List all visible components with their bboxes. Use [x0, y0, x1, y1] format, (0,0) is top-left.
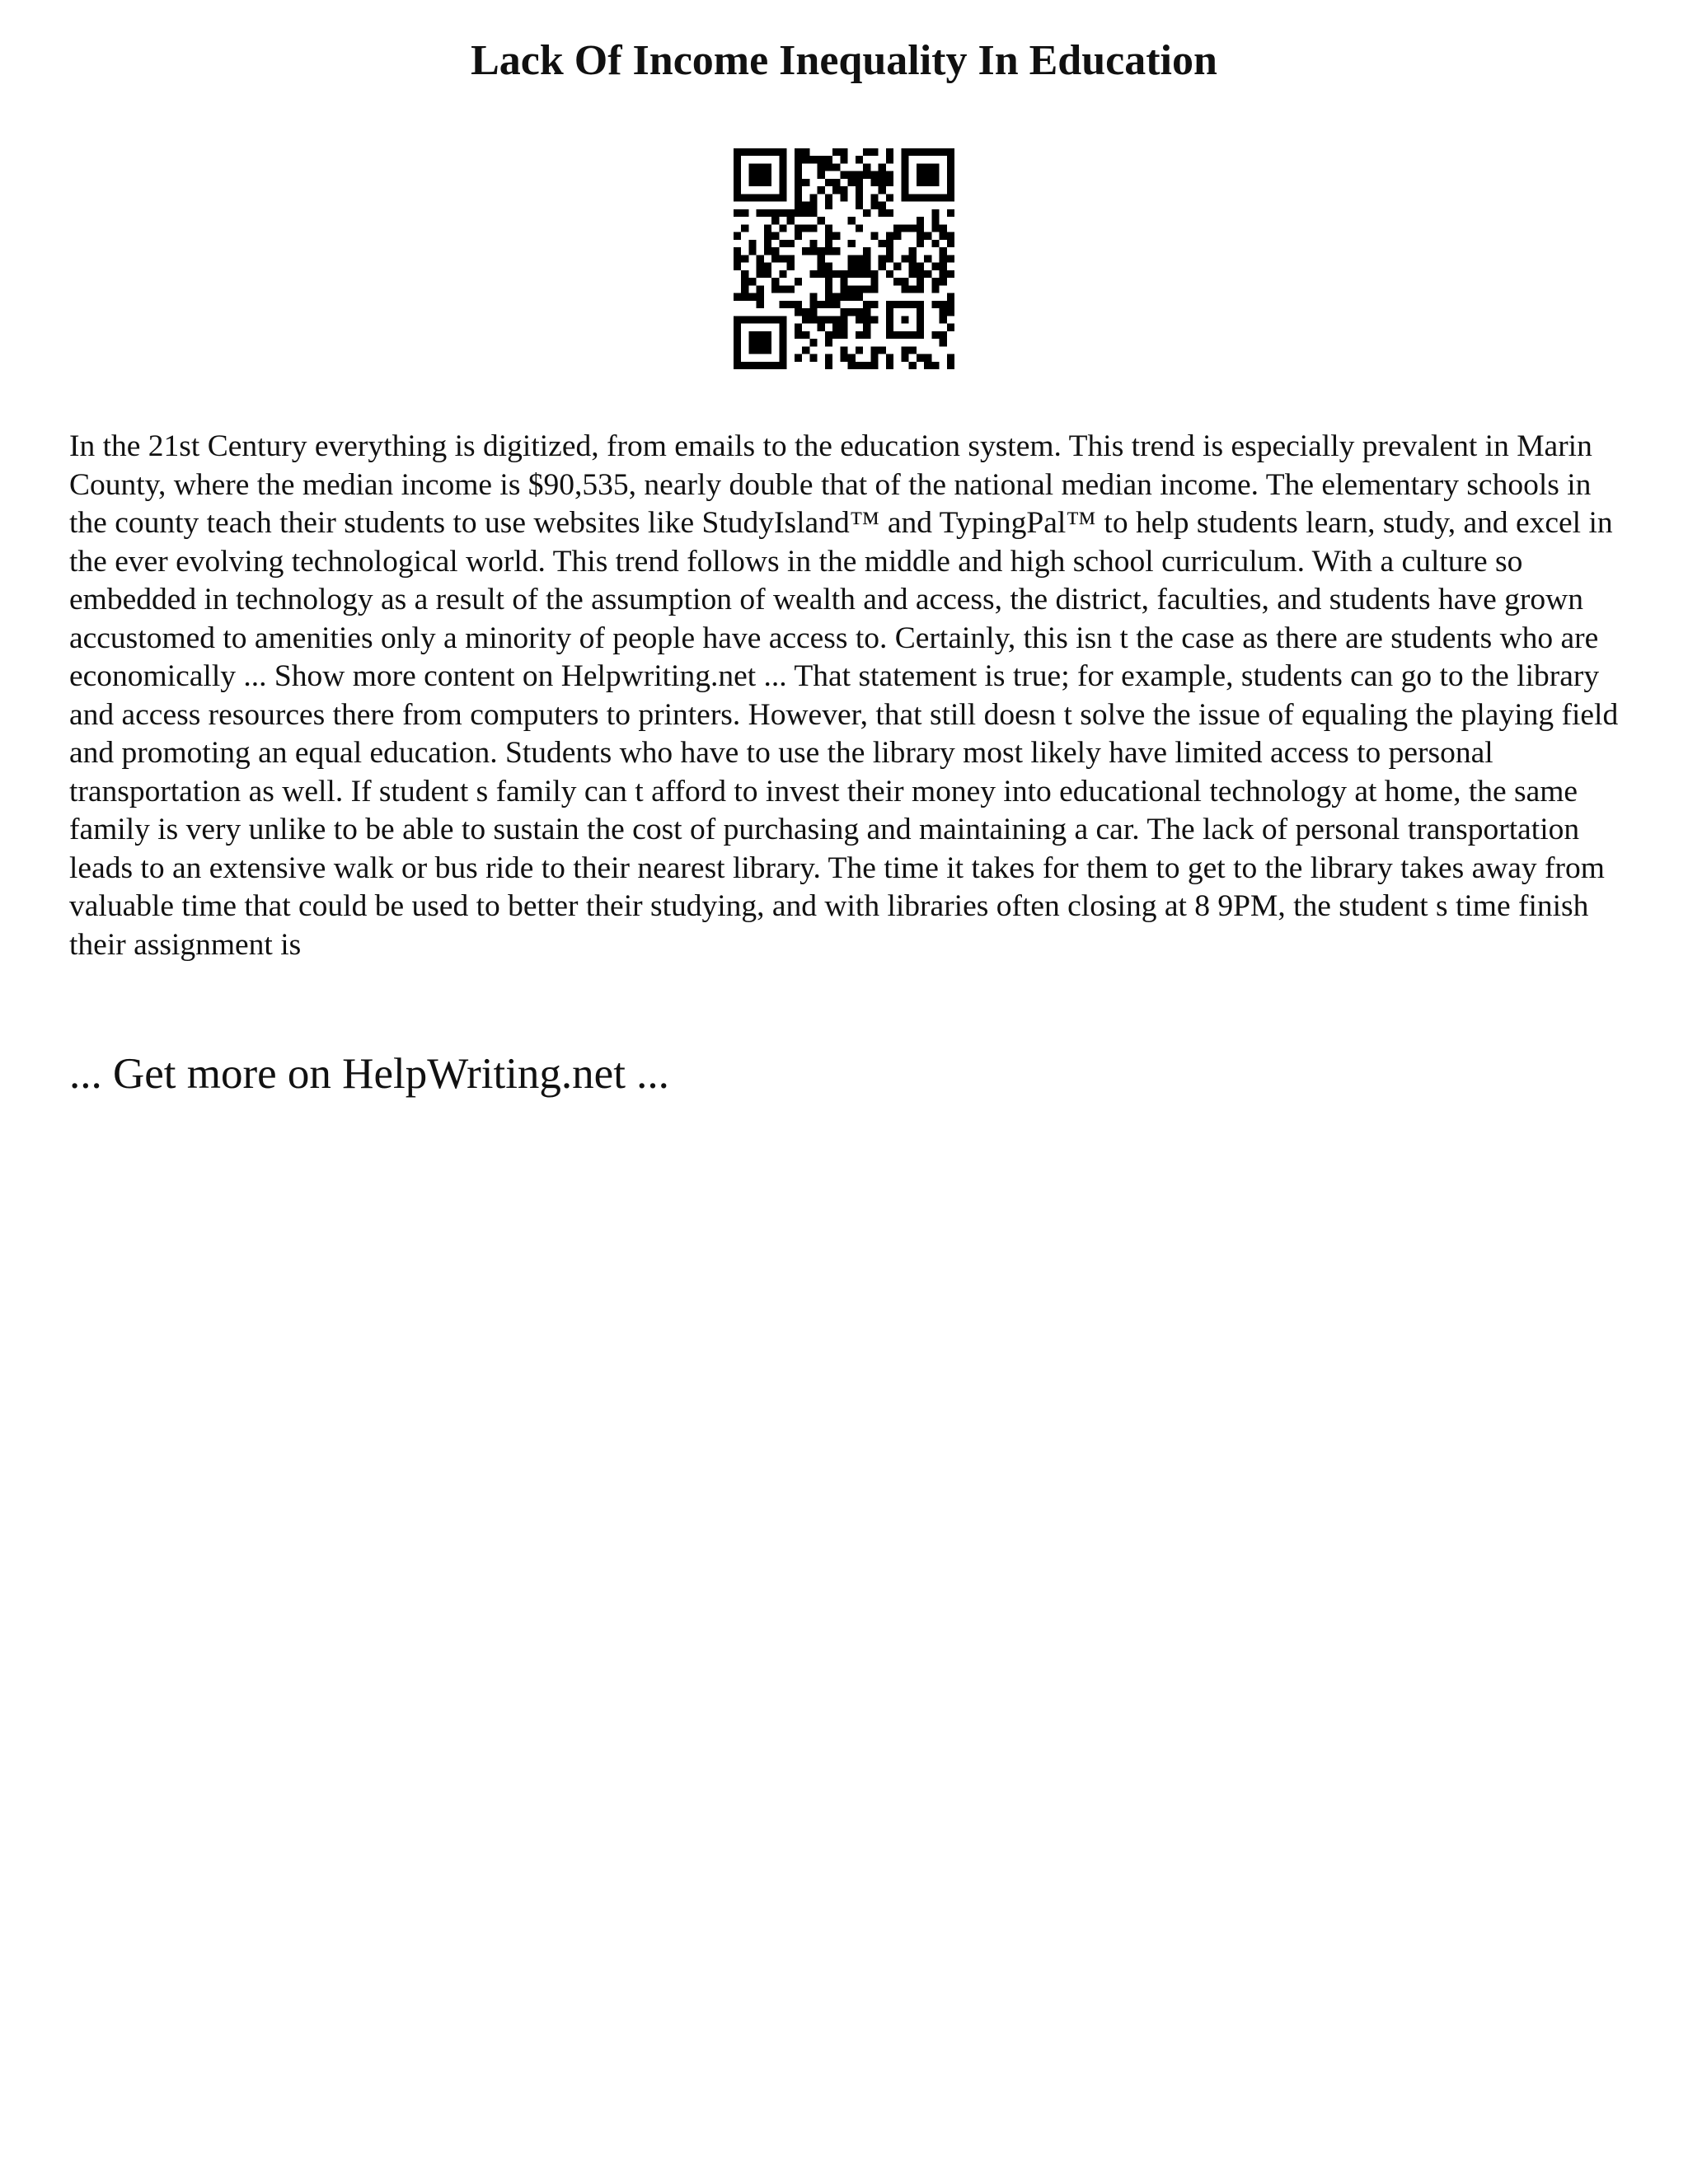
document-title: Lack Of Income Inequality In Education: [471, 37, 1217, 84]
get-more-link[interactable]: ... Get more on HelpWriting.net ...: [69, 1050, 669, 1098]
essay-excerpt: In the 21st Century everything is digitized, from emails to the education system. This trend is especially prevalent in Marin County, where the median income is $90,535, nearly double that of the national median income. The elementary schools in the county teach their students to use websites like StudyIsland™ and TypingPal™ to help students learn, study, and excel in the ever evolving technological world. This trend follows in the middle and high school curriculum. With a culture so embedded in technology as a result of the assumption of wealth and access, the district, faculties, and students have grown accustomed to amenities only a minority of people have access to. Certainly, this isn t the case as there are students who are economically ... Show more content on Helpwriting.net ... That statement is true; for example, students can go to the library and access resources there from computers to printers. However, that still doesn t solve the issue of equaling the playing field and promoting an equal education. Students who have to use the library most likely have limited access to personal transportation as well. If student s family can t afford to invest their money into educational technology at home, the same family is very unlike to be able to sustain the cost of purchasing and maintaining a car. The lack of personal transportation leads to an extensive walk or bus ride to their nearest library. The time it takes for them to get to the library takes away from valuable time that could be used to better their studying, and with libraries often closing at 8 9PM, the student s time finish their assignment is: [69, 429, 1619, 962]
qr-code-icon[interactable]: [734, 148, 954, 369]
